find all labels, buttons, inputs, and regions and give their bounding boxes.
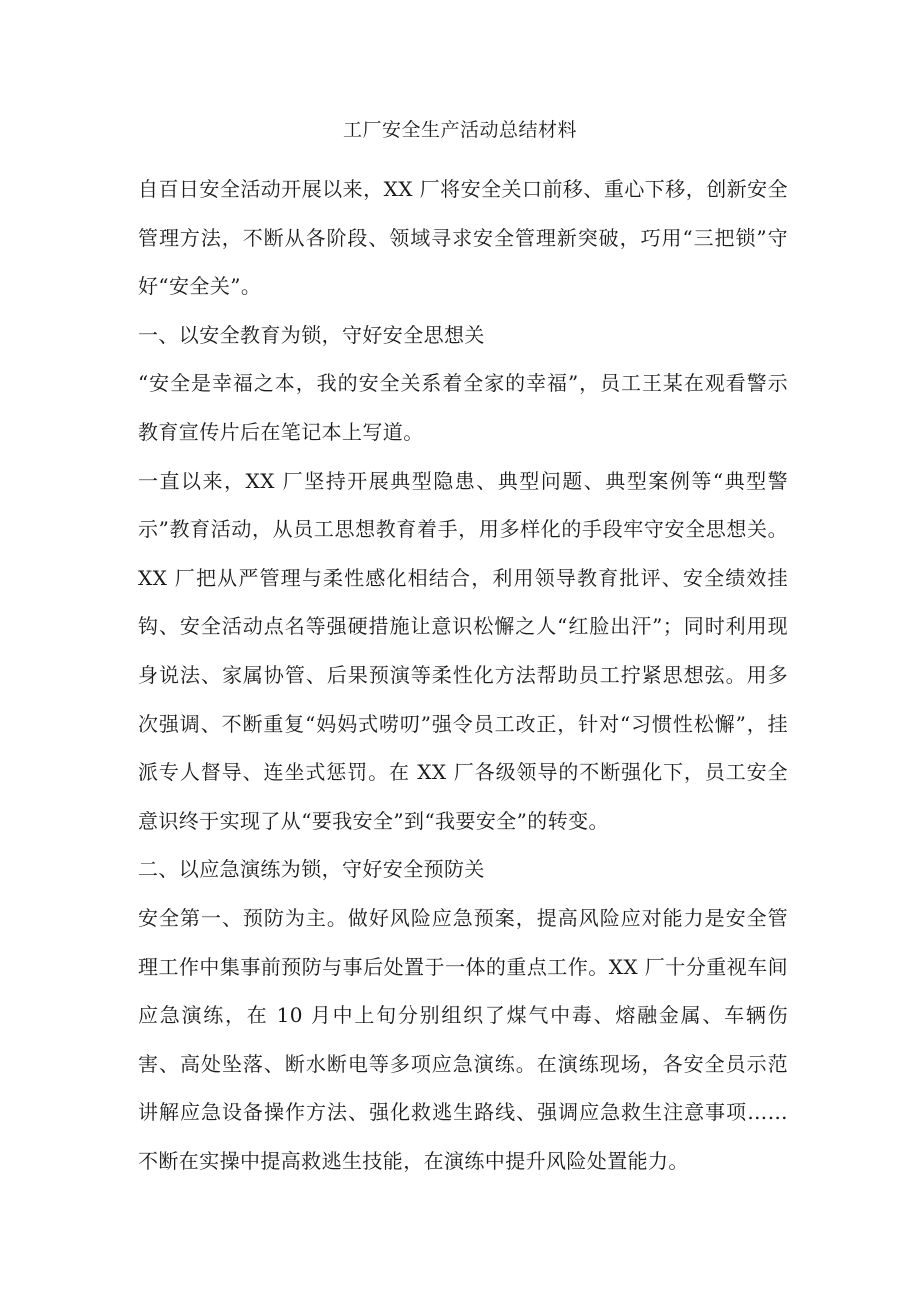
intro-paragraph: 自百日安全活动开展以来，XX 厂将安全关口前移、重心下移，创新安全管理方法，不断从各阶段、领域寻求安全管理新突破，巧用“三把锁”守好“安全关”。: [138, 177, 788, 299]
document-body: [138, 165, 788, 1185]
document-title: 工厂安全生产活动总结材料: [342, 119, 577, 141]
education-paragraph: 一直以来，XX 厂坚持开展典型隐患、典型问题、典型案例等“典型警示”教育活动，从员工思想教育着手，用多样化的手段牢守安全思想关。XX 厂把从严管理与柔性感化相结合，利用领导教育批评、安全绩效挂钩、安全活动点名等强硬措施让意识松懈之人“红脸出汗”；同时利用现身说法、家属协管、后果预演等柔性化方法帮助员工拧紧思想弦。用多次强调、不断重复“妈妈式唠叨”强令员工改正，针对“习惯性松懈”，挂派专人督导、连坐式惩罚。在 XX 厂各级领导的不断强化下，员工安全意识终于实现了从“要我安全”到“我要安全”的转变。: [138, 468, 788, 833]
quote-paragraph: “安全是幸福之本，我的安全关系着全家的幸福”，员工王某在观看警示教育宣传片后在笔记本上写道。: [138, 371, 788, 444]
section-heading-2: 二、以应急演练为锁，守好安全预防关: [138, 857, 485, 882]
section-heading-1: 一、以安全教育为锁，守好安全思想关: [138, 322, 485, 347]
drill-paragraph: 安全第一、预防为主。做好风险应急预案，提高风险应对能力是安全管理工作中集事前预防与事后处置于一体的重点工作。XX 厂十分重视车间应急演练，在 10 月中上旬分别组织了煤气中毒、熔融金属、车辆伤害、高处坠落、断水断电等多项应急演练。在演练现场，各安全员示范讲解应急设备操作方法、强化救逃生路线、强调应急救生注意事项……不断在实操中提高救逃生技能，在演练中提升风险处置能力。: [138, 905, 788, 1173]
